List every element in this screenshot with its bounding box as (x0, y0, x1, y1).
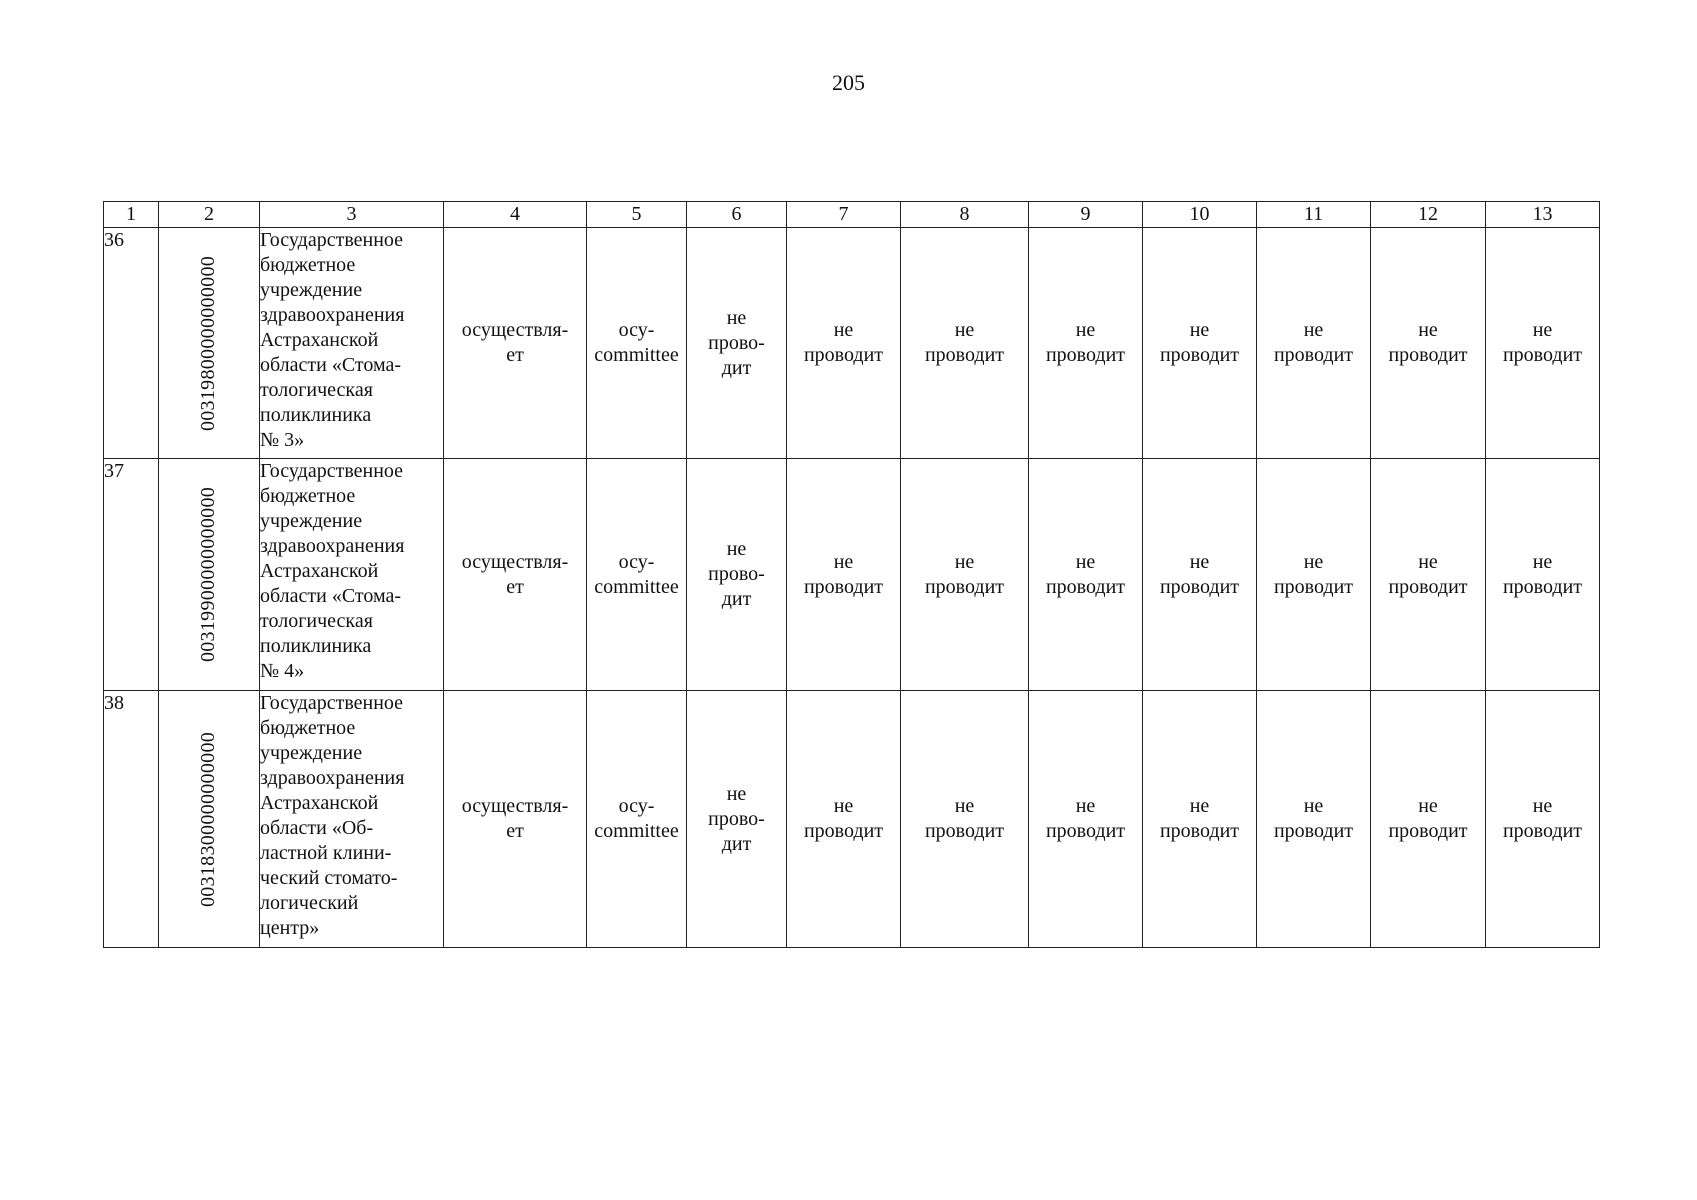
cell-text-line: не (726, 782, 747, 805)
cell-text-line: проводит (1159, 344, 1240, 366)
cell-text-line: не (1303, 319, 1324, 341)
cell-text-line: не (1418, 550, 1438, 573)
cell-text-line: ластной клини- (260, 842, 392, 864)
cell-text-line: проводит (924, 344, 1005, 366)
status-cell-13 (1486, 459, 1600, 691)
status-cell-4 (444, 691, 587, 948)
cell-text-line: прово- (708, 331, 765, 354)
cell-text-line: проводит (924, 820, 1005, 842)
cell-text-line: проводит (1045, 575, 1126, 598)
status-cell-12 (1371, 459, 1486, 691)
cell-text-line: не (1303, 550, 1324, 573)
cell-text-line: ет (506, 820, 524, 842)
cell-text-line: Государственное (260, 692, 404, 714)
cell-text-line: не (726, 306, 747, 329)
cell-text-line: бюджетное (260, 254, 356, 276)
cell-text-line: осуществля- (461, 319, 569, 341)
column-header: 5 (587, 202, 687, 228)
row-number: 37 (104, 459, 159, 691)
column-header: 6 (687, 202, 787, 228)
cell-text-line: проводит (803, 820, 884, 842)
cell-text-line: проводит (1159, 575, 1240, 598)
cell-text-line: не (1189, 550, 1210, 573)
cell-text-line: не (1418, 795, 1438, 817)
cell-text-line: поликлиника (260, 404, 372, 426)
status-cell-5 (587, 228, 687, 459)
cell-text-line: осу- (618, 550, 655, 573)
column-header: 10 (1143, 202, 1257, 228)
row-number: 38 (104, 691, 159, 948)
cell-text-line: ет (506, 344, 524, 366)
cell-text-line: не (1303, 795, 1324, 817)
status-cell-4 (444, 228, 587, 459)
cell-text-line: № 4» (260, 660, 305, 682)
status-cell-5 (587, 459, 687, 691)
column-header: 12 (1371, 202, 1486, 228)
column-header: 1 (104, 202, 159, 228)
status-cell-10 (1143, 691, 1257, 948)
cell-text-line: области «Стома- (260, 354, 402, 376)
status-cell-5 (587, 691, 687, 948)
cell-text-line: прово- (708, 563, 765, 585)
status-cell-10 (1143, 228, 1257, 459)
status-cell-13 (1486, 691, 1600, 948)
registry-code-cell (159, 459, 260, 691)
status-cell-11 (1257, 459, 1371, 691)
column-header: 7 (787, 202, 901, 228)
registry-code-wrap (159, 459, 259, 690)
cell-text-line: не (1532, 319, 1553, 341)
row-number: 36 (104, 228, 159, 459)
page-number: 205 (832, 70, 865, 95)
cell-text-line: Государственное (260, 229, 404, 251)
status-cell-6 (687, 691, 787, 948)
column-header: 3 (260, 202, 444, 228)
cell-text-line: не (833, 319, 854, 341)
cell-text-line: центр» (260, 917, 320, 939)
cell-text-line: осу- (618, 319, 655, 341)
cell-text-line: проводит (1159, 820, 1240, 842)
registry-code: 00319800000000000 (197, 255, 220, 431)
cell-text-line: committee (594, 820, 679, 842)
cell-text-line: не (1075, 550, 1096, 573)
cell-text-line: области «Стома- (260, 585, 402, 607)
status-cell-9 (1029, 691, 1143, 948)
cell-text-line: не (1075, 319, 1096, 341)
status-cell-9 (1029, 228, 1143, 459)
cell-text-line: проводит (1502, 344, 1583, 366)
cell-text-line: не (1075, 795, 1096, 817)
cell-text-line: логический (260, 892, 359, 914)
column-header: 4 (444, 202, 587, 228)
cell-text-line: не (833, 795, 854, 817)
cell-text-line: здравоохранения (260, 535, 405, 557)
cell-text-line: ческий стомато- (260, 867, 398, 889)
table-row (104, 459, 1600, 691)
status-cell-13 (1486, 228, 1600, 459)
cell-text-line: не (1532, 795, 1553, 817)
status-cell-11 (1257, 691, 1371, 948)
header-row (104, 202, 1600, 228)
cell-text-line: проводит (1273, 344, 1354, 366)
cell-text-line: не (726, 538, 747, 560)
column-header: 2 (159, 202, 260, 228)
registry-code-cell (159, 228, 260, 459)
cell-text-line: проводит (803, 344, 884, 366)
table-row (104, 228, 1600, 459)
status-cell-11 (1257, 228, 1371, 459)
registry-code-wrap (159, 691, 259, 947)
column-header: 13 (1486, 202, 1600, 228)
cell-text-line: ет (506, 575, 524, 598)
registry-code-wrap (159, 228, 259, 458)
cell-text-line: проводит (1273, 575, 1354, 598)
cell-text-line: не (954, 795, 975, 817)
cell-text-line: бюджетное (260, 485, 356, 507)
cell-text-line: Астраханской (260, 329, 379, 351)
status-cell-4 (444, 459, 587, 691)
cell-text-line: committee (594, 344, 679, 366)
cell-text-line: проводит (1388, 344, 1468, 366)
status-cell-6 (687, 459, 787, 691)
cell-text-line: осуществля- (461, 550, 569, 573)
organization-name (260, 691, 444, 948)
column-header: 9 (1029, 202, 1143, 228)
cell-text-line: не (1189, 319, 1210, 341)
status-cell-10 (1143, 459, 1257, 691)
cell-text-line: Астраханской (260, 792, 379, 814)
cell-text-line: тологическая (260, 610, 373, 632)
cell-text-line: учреждение (260, 279, 363, 301)
cell-text-line: Астраханской (260, 560, 379, 582)
cell-text-line: дит (721, 588, 752, 610)
organization-name (260, 228, 444, 459)
cell-text-line: проводит (924, 575, 1005, 598)
cell-text-line: дит (721, 832, 752, 855)
registry-code: 00318300000000000 (197, 731, 220, 907)
organization-name (260, 459, 444, 691)
status-cell-8 (901, 228, 1029, 459)
status-cell-7 (787, 691, 901, 948)
status-cell-7 (787, 459, 901, 691)
cell-text-line: осу- (618, 795, 655, 817)
cell-text-line: не (954, 550, 975, 573)
cell-text-line: тологическая (260, 379, 373, 401)
register-table (103, 201, 1600, 948)
table-row (104, 691, 1600, 948)
cell-text-line: осуществля- (461, 795, 569, 817)
status-cell-12 (1371, 228, 1486, 459)
cell-text-line: проводит (1502, 575, 1583, 598)
status-cell-7 (787, 228, 901, 459)
cell-text-line: не (1418, 319, 1438, 341)
cell-text-line: проводит (1273, 820, 1354, 842)
cell-text-line: области «Об- (260, 817, 374, 839)
cell-text-line: не (1189, 795, 1210, 817)
cell-text-line: прово- (708, 807, 765, 830)
cell-text-line: здравоохранения (260, 304, 405, 326)
cell-text-line: committee (594, 575, 679, 598)
registry-code: 00319900000000000 (197, 486, 220, 663)
status-cell-8 (901, 691, 1029, 948)
cell-text-line: проводит (1045, 344, 1126, 366)
cell-text-line: не (954, 319, 975, 341)
cell-text-line: проводит (1502, 820, 1583, 842)
cell-text-line: учреждение (260, 742, 363, 764)
cell-text-line: бюджетное (260, 717, 356, 739)
status-cell-6 (687, 228, 787, 459)
cell-text-line: проводит (1045, 820, 1126, 842)
cell-text-line: дит (721, 356, 752, 379)
cell-text-line: Государственное (260, 460, 404, 482)
cell-text-line: проводит (1388, 575, 1468, 598)
cell-text-line: учреждение (260, 510, 363, 532)
cell-text-line: № 3» (260, 429, 305, 451)
cell-text-line: проводит (803, 575, 884, 598)
status-cell-8 (901, 459, 1029, 691)
column-header: 8 (901, 202, 1029, 228)
column-header: 11 (1257, 202, 1371, 228)
cell-text-line: здравоохранения (260, 767, 405, 789)
cell-text-line: не (1532, 550, 1553, 573)
status-cell-12 (1371, 691, 1486, 948)
cell-text-line: поликлиника (260, 635, 372, 657)
cell-text-line: не (833, 550, 854, 573)
status-cell-9 (1029, 459, 1143, 691)
cell-text-line: проводит (1388, 820, 1468, 842)
registry-code-cell (159, 691, 260, 948)
